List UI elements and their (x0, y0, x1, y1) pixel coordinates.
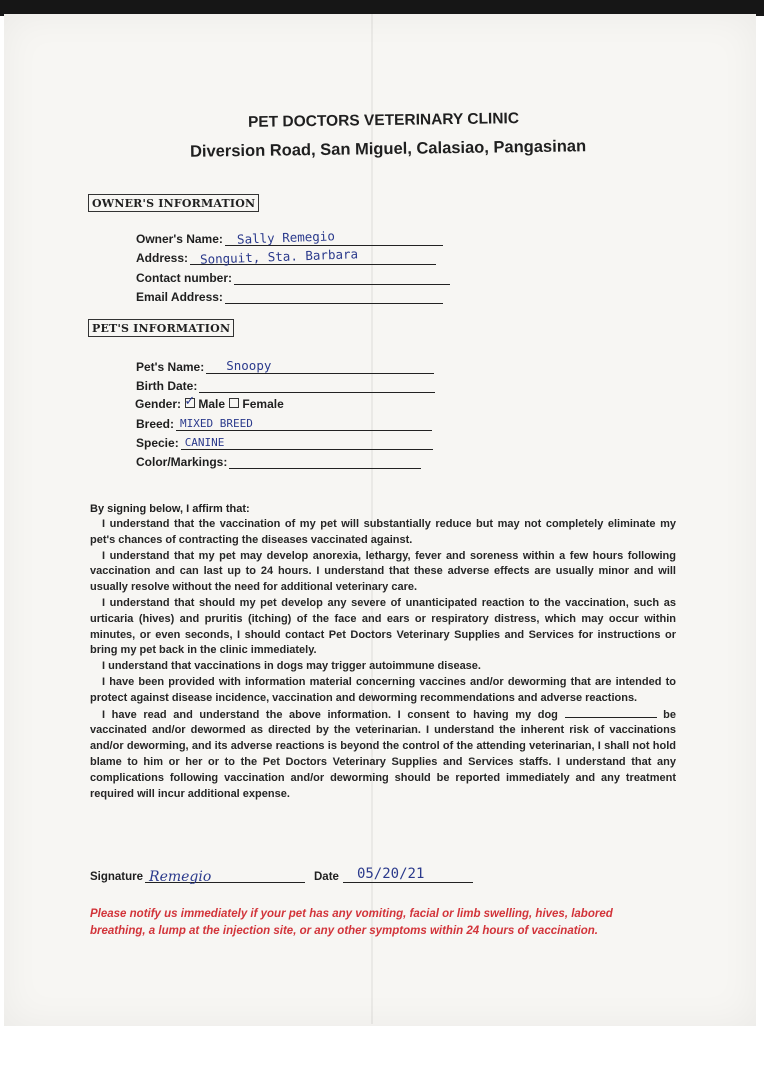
pet-name-field[interactable] (136, 359, 434, 374)
consent-text-part: I have read and understand the above information. I consent to having my dog (102, 708, 558, 721)
male-option-label: Male (198, 397, 226, 411)
breed-value: MIXED BREED (180, 417, 253, 430)
consent-heading: By signing below, I affirm that: (90, 503, 250, 515)
pet-name-value: Snoopy (226, 358, 272, 373)
address-field[interactable] (136, 246, 436, 267)
female-checkbox[interactable] (229, 398, 239, 408)
female-option-label: Female (242, 397, 284, 411)
contact-number-field[interactable] (136, 270, 450, 285)
date-value: 05/20/21 (356, 866, 425, 882)
consent-paragraph: I understand that vaccinations in dogs may trigger autoimmune disease. (102, 660, 481, 673)
dog-name-blank[interactable] (565, 707, 657, 718)
color-markings-label: Color/Markings: (136, 455, 228, 469)
gender-field[interactable] (135, 393, 284, 411)
birth-date-label: Birth Date: (136, 379, 198, 393)
signature-field[interactable] (90, 866, 305, 883)
owner-name-field[interactable] (136, 228, 443, 247)
date-label: Date (314, 871, 339, 883)
clinic-name: PET DOCTORS VETERINARY CLINIC (247, 110, 520, 131)
owner-section-heading: OWNER'S INFORMATION (88, 194, 259, 212)
consent-body (90, 517, 676, 802)
pet-name-label: Pet's Name: (136, 360, 205, 374)
breed-label: Breed: (136, 417, 175, 431)
consent-text-part: be vaccinated and/or dewormed as directed by the veterinarian. I understand the inherent risk of vaccinations and/or deworming, and its adverse reactions is beyond the control of the attending veterinarian, I shall not hold blame to him or her or to the Pet Doctors Veterinary Supplies and Services staffs. I understand that any complications following vaccination and/or deworming should be reported immediately and any treatment required will incur additional expense. (90, 708, 676, 800)
specie-value: CANINE (184, 436, 225, 449)
email-field[interactable] (136, 289, 443, 304)
clinic-address: Diversion Road, San Miguel, Calasiao, Pangasinan (189, 137, 587, 161)
email-label: Email Address: (136, 290, 223, 304)
address-label: Address: (136, 251, 189, 265)
symptom-notice: Please notify us immediately if your pet has any vomiting, facial or limb swelling, hives, labored breathing, a lump at the injection site, or any other symptoms within 24 hours of vaccination. (90, 908, 613, 937)
breed-field[interactable] (136, 416, 432, 431)
gender-label: Gender: (135, 397, 182, 411)
consent-paragraph (90, 707, 676, 803)
consent-paragraph: I understand that should my pet develop any severe of unanticipated reaction to the vaccination, such as urticaria (hives) and pruritis (itching) of the face and ears or respiratory distress, which may occur within minutes, or even seconds, I should contact Pet Doctors Veterinary Supplies and Services for instructions or bring my pet back in the clinic immediately. (90, 596, 676, 657)
male-checkbox[interactable] (184, 393, 196, 408)
color-markings-field[interactable] (136, 454, 421, 469)
signature-label: Signature (90, 871, 144, 883)
specie-field[interactable] (136, 435, 433, 450)
owner-name-value: Sally Remegio (236, 228, 335, 247)
check-mark-icon: ✓ (184, 393, 196, 408)
signature-value: Remegio (149, 869, 212, 885)
consent-paragraph: I understand that the vaccination of my pet will substantially reduce but may not completely eliminate my pet's chances of contracting the diseases vaccinated against. (90, 518, 676, 546)
specie-label: Specie: (136, 436, 179, 450)
date-field[interactable] (314, 866, 473, 883)
consent-paragraph: I understand that my pet may develop anorexia, lethargy, fever and soreness within a few hours following vaccination and can last up to 24 hours. I understand that these adverse effects are usually minor and will usually resolve without the need for additional veterinary care. (90, 549, 676, 594)
contact-number-label: Contact number: (136, 271, 232, 285)
address-value: Songuit, Sta. Barbara (199, 246, 359, 267)
pet-section-heading: PET'S INFORMATION (88, 319, 234, 337)
consent-paragraph: I have been provided with information material concerning vaccines and/or deworming that are intended to protect against disease incidence, vaccination and deworming recommendations and adverse reactions. (90, 675, 676, 704)
owner-name-label: Owner's Name: (136, 232, 223, 246)
birth-date-field[interactable] (136, 378, 435, 393)
